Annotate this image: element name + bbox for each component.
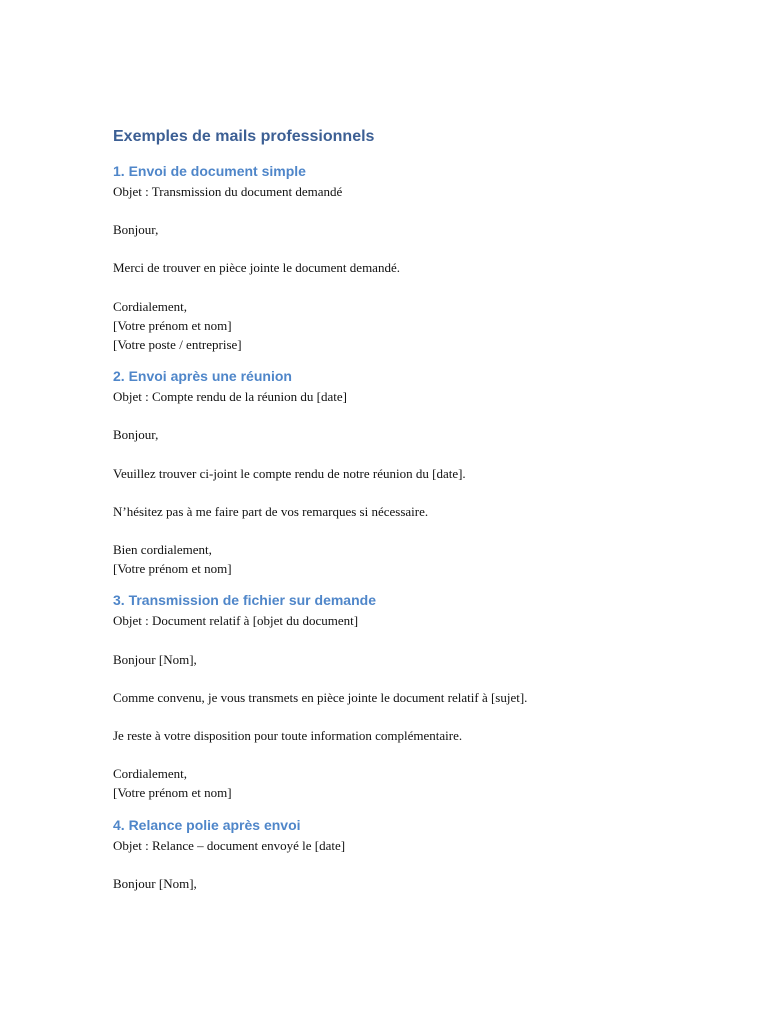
text-line: Merci de trouver en pièce jointe le document demandé. xyxy=(113,260,400,276)
email-paragraph xyxy=(113,688,713,707)
text-line: Objet : Transmission du document demandé xyxy=(113,184,343,199)
document-page xyxy=(113,124,713,893)
text-line: Objet : Document relatif à [objet du document] xyxy=(113,613,359,629)
email-paragraph xyxy=(113,258,713,277)
email-paragraph xyxy=(113,726,713,745)
text-line: [Votre prénom et nom] xyxy=(113,561,232,577)
text-line: Cordialement, xyxy=(113,766,188,782)
email-paragraph xyxy=(113,764,713,802)
email-paragraph xyxy=(113,540,713,578)
document-title: Exemples de mails professionnels xyxy=(113,128,375,145)
text-line: Objet : Relance – document envoyé le [date] xyxy=(113,837,346,853)
text-line: Je reste à votre disposition pour toute information complémentaire. xyxy=(113,728,463,744)
text-line: Bonjour, xyxy=(113,222,159,238)
email-paragraph xyxy=(113,611,713,630)
text-line: [Votre poste / entreprise] xyxy=(113,337,242,353)
section-heading: 2. Envoi après une réunion xyxy=(113,368,292,385)
email-paragraph xyxy=(113,220,713,239)
email-paragraph xyxy=(113,297,713,355)
text-line: [Votre prénom et nom] xyxy=(113,785,232,801)
text-line: Bien cordialement, xyxy=(113,542,212,558)
email-paragraph xyxy=(113,464,713,483)
email-paragraph xyxy=(113,425,713,444)
section-heading: 4. Relance polie après envoi xyxy=(113,816,301,833)
email-section xyxy=(113,814,713,893)
email-section xyxy=(113,160,713,354)
email-section xyxy=(113,589,713,802)
text-line: Bonjour [Nom], xyxy=(113,651,197,667)
email-paragraph xyxy=(113,387,713,406)
section-heading: 1. Envoi de document simple xyxy=(113,163,306,179)
text-line: Cordialement, xyxy=(113,298,188,314)
email-paragraph xyxy=(113,182,713,201)
section-heading: 3. Transmission de fichier sur demande xyxy=(113,592,376,609)
email-section xyxy=(113,365,713,578)
text-line: Objet : Compte rendu de la réunion du [date] xyxy=(113,389,347,405)
text-line: N’hésitez pas à me faire part de vos remarques si nécessaire. xyxy=(113,503,429,519)
sections-container xyxy=(113,160,713,893)
email-paragraph xyxy=(113,836,713,855)
text-line: Veuillez trouver ci-joint le compte rendu de notre réunion du [date]. xyxy=(113,465,466,481)
text-line: Bonjour, xyxy=(113,427,159,443)
email-paragraph xyxy=(113,650,713,669)
text-line: Bonjour [Nom], xyxy=(113,875,197,891)
text-line: [Votre prénom et nom] xyxy=(113,317,232,333)
text-line: Comme convenu, je vous transmets en pièce jointe le document relatif à [sujet]. xyxy=(113,689,528,705)
email-paragraph xyxy=(113,874,713,893)
email-paragraph xyxy=(113,502,713,521)
